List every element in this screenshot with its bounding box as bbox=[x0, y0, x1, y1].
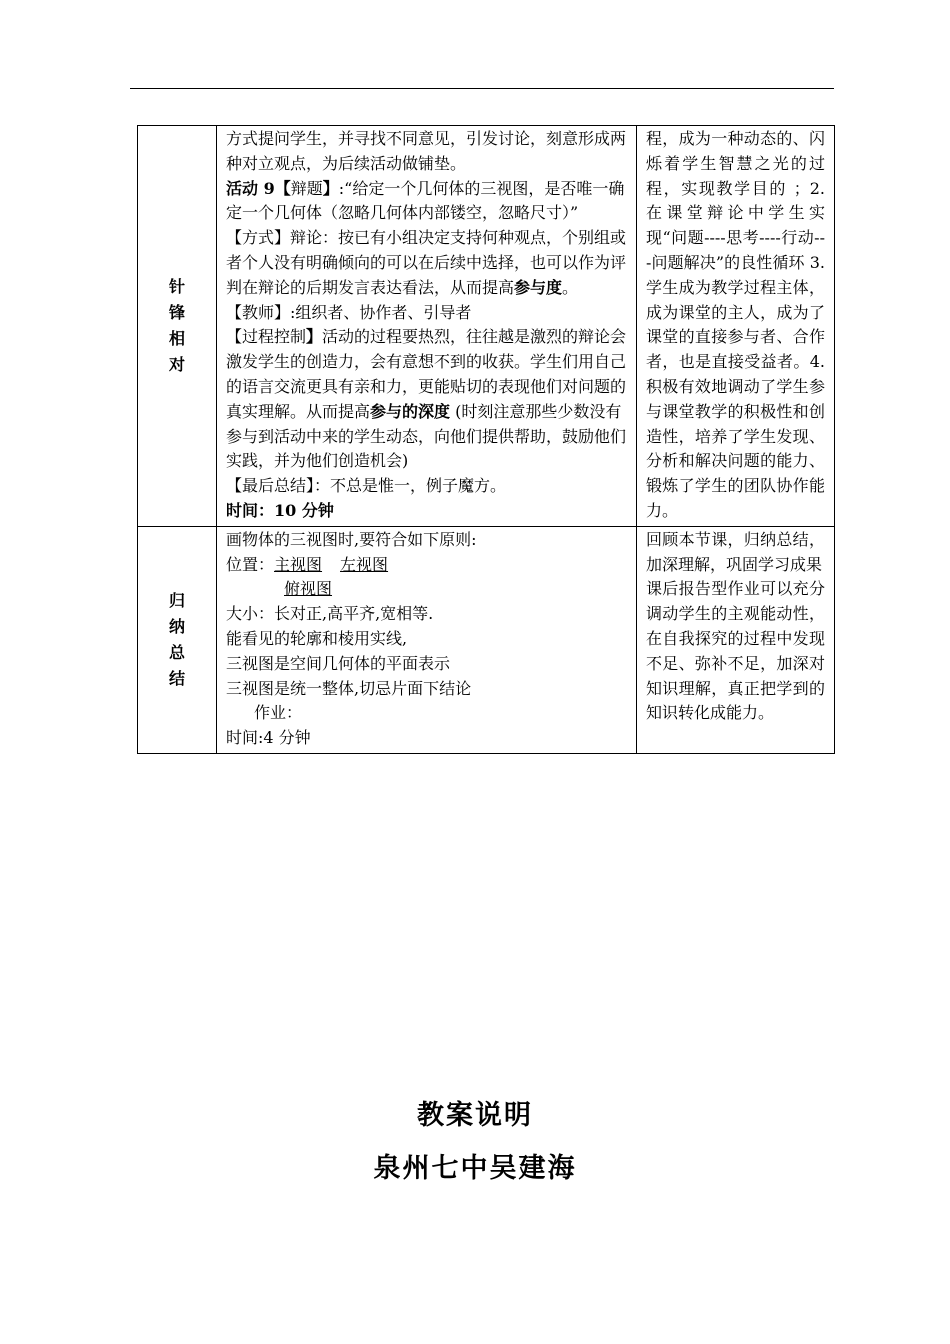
table-row-debate bbox=[138, 126, 835, 527]
process-text: 活动的过程要热烈，往往越是激烈的辩论会激发学生的创造力，会有意想不到的收获。学生们用自己的语言交流更具有亲和力，更能贴切的表现他们对问题的真实理解。从而提高 bbox=[226, 327, 627, 421]
intro-paragraph: 方式提问学生，并寻找不同意见，引发讨论，刻意形成两种对立观点，为后续活动做铺垫。 bbox=[226, 129, 627, 173]
homework: 作业： bbox=[254, 703, 303, 723]
teacher-role: 【教师】:组织者、协作者、引导者 bbox=[226, 302, 472, 322]
front-view: 主视图 bbox=[274, 554, 323, 574]
label-char: 相 bbox=[168, 328, 185, 348]
process-bracket: 】 bbox=[306, 327, 323, 347]
label-char: 对 bbox=[168, 354, 185, 374]
label-char: 纳 bbox=[168, 616, 185, 636]
unity-rule: 三视图是统一整体,切忌片面下结论 bbox=[226, 678, 472, 698]
method-emphasis: 参与度 bbox=[514, 277, 563, 297]
author-line: 泉州七中吴建海 bbox=[373, 1153, 577, 1184]
size-rule: 大小：长对正,高平齐,宽相等. bbox=[226, 604, 434, 624]
process-emphasis: 参与的深度 bbox=[370, 401, 451, 421]
doc-title: 教案说明 bbox=[417, 1100, 533, 1131]
plane-rule: 三视图是空间几何体的平面表示 bbox=[226, 653, 451, 673]
label-char: 归 bbox=[168, 590, 185, 610]
summary-note: 回顾本节课，归纳总结，加深理解，巩固学习成果 课后报告型作业可以充分调动学生的主观能动性，在自我探究的过程中发现不足、弥补不足，加深对知识理解，真正把学到的知识转化成能力。 bbox=[637, 526, 835, 753]
top-view: 俯视图 bbox=[284, 579, 333, 599]
principle-intro: 画物体的三视图时,要符合如下原则: bbox=[226, 529, 477, 549]
activity-9 bbox=[226, 177, 627, 227]
activity-bracket: 】 bbox=[322, 178, 339, 198]
label-char: 总 bbox=[168, 642, 185, 662]
position-line bbox=[226, 553, 627, 578]
method-end: 。 bbox=[562, 277, 579, 297]
section-label-debate bbox=[138, 126, 217, 527]
section-label-summary bbox=[138, 526, 217, 753]
process-label: 【过程控制 bbox=[226, 327, 307, 347]
activity-label: 活动 9【 bbox=[226, 178, 291, 198]
label-char: 结 bbox=[168, 668, 185, 688]
method-text: 【方式】辩论：按已有小组决定支持何种观点，个别组或者个人没有明确倾向的可以在后续中选择，也可以作为评判在辩论的后期发言表达看法，从而提高 bbox=[226, 228, 627, 297]
position-label: 位置： bbox=[226, 554, 275, 574]
process-end: (时刻注意那些少数没有参与到活动中来的学生动态，向他们提供帮助，鼓励他们实践，并为他们创造机会) bbox=[226, 401, 627, 471]
label-char: 锋 bbox=[168, 302, 185, 322]
summary-content bbox=[217, 526, 637, 753]
activity-tag: 辩题 bbox=[290, 178, 323, 198]
label-char: 针 bbox=[168, 276, 185, 296]
method-paragraph bbox=[226, 226, 627, 300]
debate-content bbox=[217, 126, 637, 527]
table-row-summary bbox=[138, 526, 835, 753]
process-paragraph bbox=[226, 325, 627, 474]
top-view-line bbox=[226, 577, 627, 602]
final-summary: 【最后总结】：不总是惟一，例子魔方。 bbox=[226, 476, 507, 496]
time-allocation: 时间：10 分钟 bbox=[226, 500, 334, 520]
time-allocation: 时间:4 分钟 bbox=[226, 728, 311, 748]
design-intent-note: 程，成为一种动态的、闪烁着学生智慧之光的过程，实现教学目的 ；2.在课堂辩论中学生实现“问题----思考----行动---问题解决”的良性循环 3.学生成为教学过程主体，成为课堂的主人，成为了课堂的直接参与者、合作者，也是直接受益者。4.积极有效地调动了学生参与课堂教学的积极性和创造性，培养了学生发现、分析和解决问题的能力、锻炼了学生的团队协作能力。 bbox=[637, 126, 835, 527]
header-rule bbox=[130, 88, 834, 89]
left-view: 左视图 bbox=[340, 554, 389, 574]
solid-line-rule: 能看见的轮廓和棱用实线, bbox=[226, 628, 408, 648]
activity-text: :“给定一个几何体的三视图，是否唯一确定一个几何体（忽略几何体内部镂空，忽略尺寸）” bbox=[226, 178, 625, 223]
lesson-plan-table bbox=[137, 125, 835, 754]
